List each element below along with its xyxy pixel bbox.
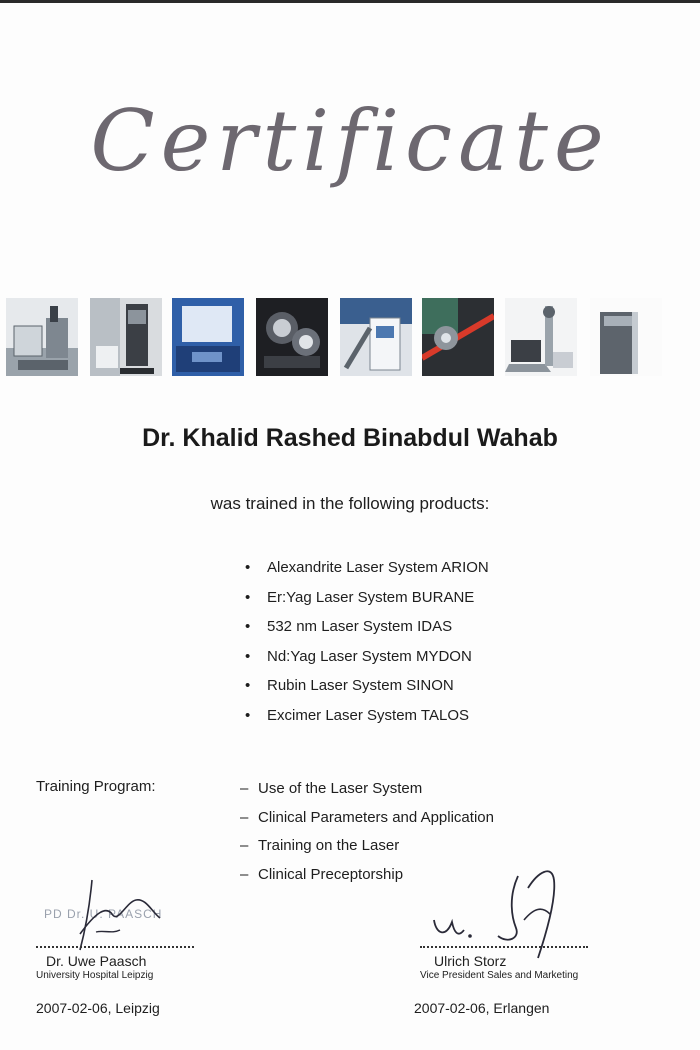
laser-beam-red-photo-icon [422, 298, 494, 376]
product-label: Excimer Laser System TALOS [267, 706, 470, 724]
recipient-name: Dr. Khalid Rashed Binabdul Wahab [142, 424, 558, 452]
bullet-icon: • [245, 618, 251, 635]
product-photo-strip [0, 298, 700, 380]
program-item-label: Use of the Laser System [258, 780, 423, 797]
handpiece-device-photo-icon [340, 298, 412, 376]
bullet-icon: • [245, 677, 251, 694]
optics-lens-closeup-photo-icon [256, 298, 328, 376]
signature-date-left: 2007-02-06, Leipzig [36, 1000, 160, 1016]
bullet-icon: • [245, 588, 251, 606]
signature-date-right: 2007-02-06, Erlangen [414, 1000, 550, 1016]
laser-device-cart-photo-icon [90, 298, 162, 376]
product-label: Er:Yag Laser System BURANE [267, 588, 475, 606]
signatory-role-left: University Hospital Leipzig [36, 970, 154, 981]
top-edge-border [0, 0, 700, 3]
laser-tower-photo-icon [590, 298, 662, 376]
signatory-role-right: Vice President Sales and Marketing [420, 970, 579, 981]
list-item [240, 775, 494, 804]
list-item [240, 832, 494, 861]
laptop-system-photo-icon [505, 298, 577, 376]
dash-icon: – [240, 780, 249, 797]
trained-statement: was trained in the following products: [210, 494, 490, 513]
dash-icon: – [240, 808, 249, 826]
signature-storz-icon [420, 858, 590, 968]
list-item [240, 804, 494, 833]
bullet-icon: • [245, 559, 251, 576]
product-label: Rubin Laser System SINON [267, 677, 454, 694]
signatory-name-right: Ulrich Storz [434, 953, 507, 969]
program-item-label: Clinical Parameters and Application [258, 808, 494, 826]
product-list [245, 553, 489, 730]
list-item [245, 701, 489, 731]
list-item [245, 671, 489, 701]
bullet-icon: • [245, 647, 251, 665]
stamp-text: PD Dr. U. PAASCH [44, 907, 163, 921]
product-label: Nd:Yag Laser System MYDON [267, 647, 472, 665]
signature-line-left [36, 946, 194, 948]
list-item [245, 553, 489, 583]
list-item [245, 612, 489, 642]
list-item [245, 583, 489, 613]
signature-paasch-icon [40, 872, 200, 952]
certificate-title: Certificate [90, 92, 610, 190]
program-item-label: Training on the Laser [258, 837, 400, 854]
product-label: Alexandrite Laser System ARION [267, 559, 489, 576]
training-program-label: Training Program: [36, 778, 156, 795]
bullet-icon: • [245, 706, 251, 724]
blue-screen-device-photo-icon [172, 298, 244, 376]
product-label: 532 nm Laser System IDAS [267, 618, 453, 635]
dash-icon: – [240, 865, 249, 883]
signature-line-right [420, 946, 588, 948]
dash-icon: – [240, 837, 249, 854]
list-item [245, 642, 489, 672]
signatory-name-left: Dr. Uwe Paasch [46, 953, 147, 969]
laser-workstation-photo-icon [6, 298, 78, 376]
program-item-label: Clinical Preceptorship [258, 865, 404, 883]
